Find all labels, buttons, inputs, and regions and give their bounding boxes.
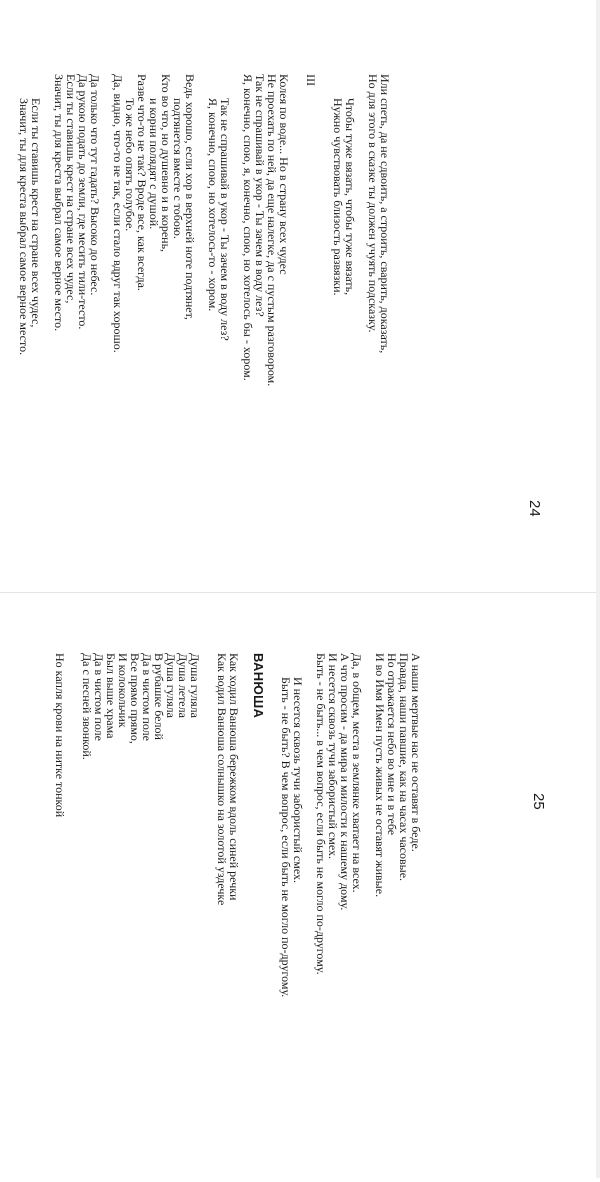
text-line: Да, в общем, места в землянке хватает на всех.	[350, 653, 364, 893]
section-mark: III	[304, 74, 318, 86]
text-line: Да рукою подать до земли, где месить тили-тесто.	[76, 74, 90, 330]
text-line: Да, видно, что-то не так, если стало вдруг так хорошо.	[111, 74, 125, 353]
text-line: Душа гуляла	[164, 653, 178, 718]
text-line: Я, конечно, спою, я, конечно, спою, но хотелось бы - хором.	[241, 74, 255, 381]
text-line: Правда, наши павшие, как на часах часовые.	[397, 653, 411, 882]
text-line: Так не спрашивай в укор - Ты зачем в воду лез?	[253, 74, 267, 317]
text-line: И несется сквозь тучи забористый смех.	[291, 677, 305, 883]
text-line: Но для этого в сказке ты должен учуять подсказку.	[366, 74, 380, 333]
text-line: Я, конечно, спою, но хотелось-то - хором.	[206, 98, 220, 312]
page-25	[0, 593, 600, 1182]
text-line: Да в чистом поле	[140, 653, 154, 741]
text-line: и корни полядят с душой.	[147, 98, 161, 230]
text-line: Разве что-то не так? Вроде все, как всегда.	[135, 74, 149, 291]
text-line: То же небо опять голубое.	[123, 98, 137, 232]
text-line: И колокольчик	[116, 653, 130, 728]
text-line: Чтобы туже вязать, чтобы туже вязать,	[343, 98, 357, 296]
text-line: Или спеть, да не сдвоить, а строить, сварить, доказать,	[378, 74, 392, 354]
text-line: Значит, ты для креста выбрал самое верное место.	[52, 74, 66, 332]
text-line: А наши мертвые нас не оставят в беде.	[409, 653, 423, 852]
text-line: подтянется вместе с тобою.	[171, 98, 185, 239]
text-line: Колея по воде... Но в страну всех чудес	[277, 74, 291, 275]
text-line: Да в чистом поле	[92, 653, 106, 741]
text-line: Душа летела	[176, 653, 190, 718]
text-line: Но капля крови на нитке тонкой	[53, 653, 67, 818]
text-line: В рубашке белой	[152, 653, 166, 740]
poem-text	[18, 74, 391, 574]
text-line: И несется сквозь тучи забористый смех.	[326, 653, 340, 859]
text-line: Значит, ты для креста выбрал самое верное место.	[17, 98, 31, 356]
text-line: Да только что тут гадать? Высоко до небес.	[88, 74, 102, 296]
text-line: Ведь хорошо, если хор в верхней ноте подтянет,	[183, 74, 197, 320]
text-line: Да с песней звонкой.	[80, 653, 94, 760]
text-line: Все прямо прямо,	[128, 653, 142, 744]
text-line: Быть - не быть? В чем вопрос, если быть не могло по-другому.	[279, 677, 293, 998]
text-line: Душа гуляла	[188, 653, 202, 718]
page-24	[0, 0, 600, 589]
page-number: 25	[530, 793, 547, 810]
page-number: 24	[526, 500, 543, 517]
text-line: Но отражается небо во мне и в тебе	[385, 653, 399, 836]
text-line: Кто во что, но душевно и в корень,	[159, 74, 173, 253]
text-line: Не проехать по ней, да еще налегке, да с пустым разговором.	[265, 74, 279, 387]
text-line: Так не спрашивай в укор - Ты зачем в воду лез?	[218, 98, 232, 341]
text-line: Быть - не быть... в чем вопрос, если быть не могло по-другому.	[314, 653, 328, 975]
poem-text	[54, 653, 422, 1153]
page-edge-shadow	[596, 0, 600, 1178]
text-line: Если ты ставишь крест на стране всех чудес,	[29, 98, 43, 328]
text-line: Был выше храма	[104, 653, 118, 739]
text-line: И во Имя Имен пусть живых не оставят живые.	[373, 653, 387, 898]
text-line: Как ходил Ванюша бережком вдоль синей речки	[227, 653, 241, 901]
text-line: Если ты ставишь крест на стране всех чудес,	[64, 74, 78, 304]
text-line: Как водил Ванюша солнышко на золотой уздечке	[215, 653, 229, 906]
text-line: А что просим - да мира и милости к нашему дому.	[338, 653, 352, 911]
text-line: Нужно чувствовать близость развязки.	[331, 98, 345, 296]
poem-title: ВАНЮША	[251, 653, 266, 719]
